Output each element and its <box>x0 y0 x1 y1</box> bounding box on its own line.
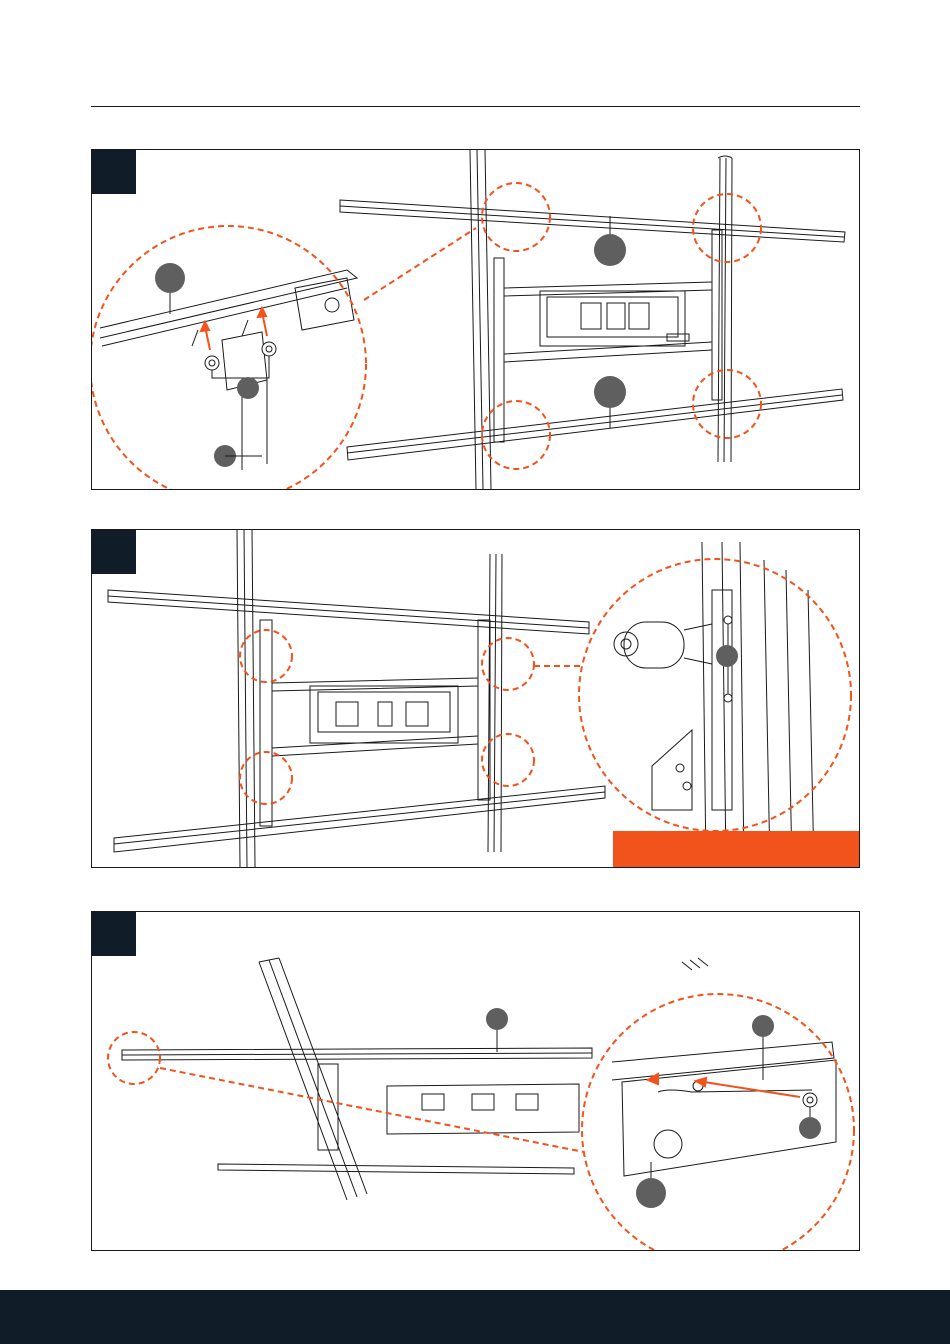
step-3-panel <box>91 911 860 1251</box>
step-2-panel <box>91 529 860 868</box>
callout-marker <box>636 1178 666 1208</box>
step-1-panel <box>91 149 860 490</box>
callout-marker <box>594 376 626 408</box>
zoom-circle-bottom-right <box>693 370 761 438</box>
callout-marker <box>752 1015 774 1037</box>
zoom-circle <box>240 630 292 682</box>
step-1-illustration <box>92 150 859 489</box>
bottom-rail <box>347 389 843 460</box>
step-1-tab <box>92 150 136 194</box>
right-post <box>718 158 732 462</box>
bottom-rail <box>114 786 605 852</box>
top-rail <box>340 200 845 242</box>
step-3-illustration <box>92 912 859 1250</box>
page-footer-band <box>0 1290 950 1344</box>
callout-marker <box>716 645 738 667</box>
zoom-circle <box>240 752 292 804</box>
header-rule <box>91 106 860 107</box>
step-2-tab <box>92 530 136 574</box>
callout-marker <box>594 234 626 266</box>
step-2-banner <box>613 831 859 867</box>
callout-marker <box>486 1008 508 1030</box>
lower-rail <box>218 1164 574 1174</box>
zoom-circle-bottom-left <box>482 401 550 469</box>
callout-marker <box>799 1117 821 1139</box>
step-2-illustration <box>92 530 859 867</box>
callout-marker <box>237 377 259 399</box>
step-3-tab <box>92 912 136 956</box>
callout-marker <box>155 263 185 293</box>
zoom-circle <box>108 1032 160 1084</box>
diagonal-post <box>259 958 367 1200</box>
left-post <box>237 530 255 867</box>
